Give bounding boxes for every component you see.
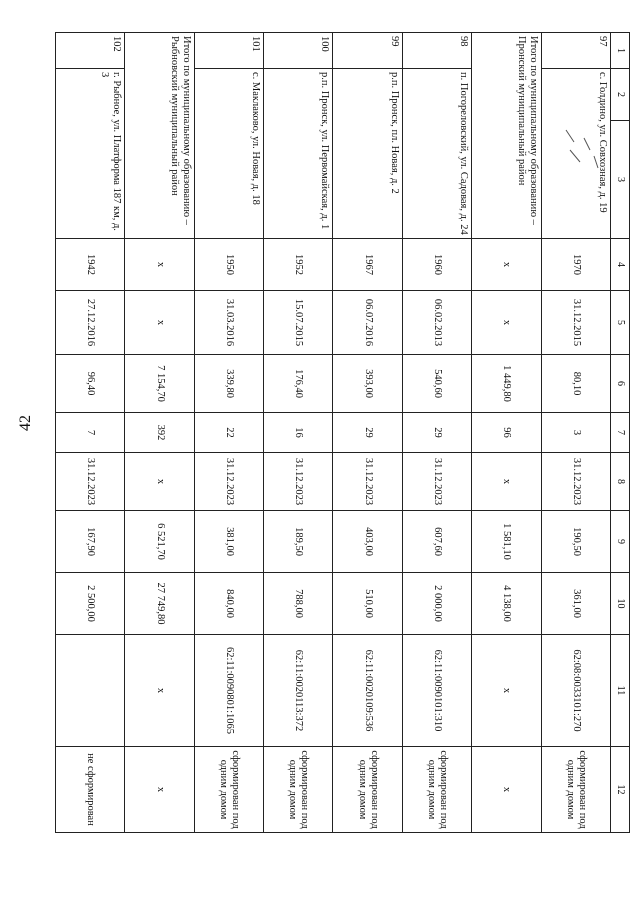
cadastral-cell: 62:08:0033101:270 [541, 635, 610, 747]
row-number: 101 [194, 33, 263, 69]
col-header: 2 [611, 69, 630, 121]
count-cell: 96 [472, 413, 541, 453]
total-label: Итого по муниципальному образованию – Рыбновский муниципальный район [125, 33, 194, 239]
cadastral-cell: 62:11:0020109:536 [333, 635, 402, 747]
address-cell: с. Маклаково, ул. Новая, д. 18 [194, 69, 263, 239]
date-cell: х [472, 291, 541, 355]
status-cell: х [472, 747, 541, 833]
col-header: 12 [611, 747, 630, 833]
deadline-cell: 31.12.2023 [194, 453, 263, 511]
address-cell: г. Рыбное, ул. Платформа 187 км, д. 3 [56, 69, 125, 239]
table-row [402, 33, 471, 833]
deadline-cell: х [125, 453, 194, 511]
status-cell: сформирован под одним домом [541, 747, 610, 833]
table-row [56, 33, 125, 833]
value-cell: 6 521,70 [125, 511, 194, 573]
year-cell: 1960 [402, 239, 471, 291]
col-header: 11 [611, 635, 630, 747]
date-cell: 27.12.2016 [56, 291, 125, 355]
col-header: 5 [611, 291, 630, 355]
count-cell: 29 [333, 413, 402, 453]
count-cell: 3 [541, 413, 610, 453]
deadline-cell: х [472, 453, 541, 511]
header-row [611, 33, 630, 833]
address-cell: р.п. Пронск, пл. Новая, д. 2 [333, 69, 402, 239]
cadastral-cell [56, 635, 125, 747]
address-cell: п. Погореловский, ул. Садовая, д. 24 [402, 69, 471, 239]
table-area [40, 32, 630, 832]
deadline-cell: 31.12.2023 [264, 453, 333, 511]
col-header: 10 [611, 573, 630, 635]
value-cell: 189,50 [264, 511, 333, 573]
year-cell: 1952 [264, 239, 333, 291]
status-cell: х [125, 747, 194, 833]
housing-table [55, 32, 630, 833]
value-cell: 788,00 [264, 573, 333, 635]
count-cell: 392 [125, 413, 194, 453]
value-cell: 607,60 [402, 511, 471, 573]
scan-mark-icon [560, 120, 610, 180]
table-row [333, 33, 402, 833]
area-cell: 7 154,70 [125, 355, 194, 413]
count-cell: 22 [194, 413, 263, 453]
status-cell: сформирован под одним домом [333, 747, 402, 833]
col-header: 6 [611, 355, 630, 413]
table-row [264, 33, 333, 833]
count-cell: 29 [402, 413, 471, 453]
area-cell: 80,10 [541, 355, 610, 413]
deadline-cell: 31.12.2023 [333, 453, 402, 511]
year-cell: 1950 [194, 239, 263, 291]
date-cell: 31.12.2015 [541, 291, 610, 355]
value-cell: 840,00 [194, 573, 263, 635]
total-label: Итого по муниципальному образованию – Пронский муниципальный район [472, 33, 541, 239]
row-number: 99 [333, 33, 402, 69]
value-cell: 167,90 [56, 511, 125, 573]
cadastral-cell: 62:11:0020113:372 [264, 635, 333, 747]
value-cell: 510,00 [333, 573, 402, 635]
value-cell: 27 749,80 [125, 573, 194, 635]
status-cell: сформирован под одним домом [194, 747, 263, 833]
cadastral-cell: х [472, 635, 541, 747]
count-cell: 16 [264, 413, 333, 453]
row-number: 97 [541, 33, 610, 69]
value-cell: 403,00 [333, 511, 402, 573]
col-header: 7 [611, 413, 630, 453]
year-cell: 1970 [541, 239, 610, 291]
area-cell: 1 449,80 [472, 355, 541, 413]
deadline-cell: 31.12.2023 [56, 453, 125, 511]
row-number: 102 [56, 33, 125, 69]
col-header: 3 [611, 121, 630, 239]
status-cell: не сформирован [56, 747, 125, 833]
value-cell: 381,00 [194, 511, 263, 573]
date-cell: 31.03.2016 [194, 291, 263, 355]
value-cell: 361,00 [541, 573, 610, 635]
address-cell: р.п. Пронск, ул. Первомайская, д. 1 [264, 69, 333, 239]
row-number: 98 [402, 33, 471, 69]
address-cell: с. Голдино, ул. Совхозная, д. 19 [541, 69, 610, 239]
date-cell: 06.02.2013 [402, 291, 471, 355]
deadline-cell: 31.12.2023 [541, 453, 610, 511]
date-cell: 15.07.2015 [264, 291, 333, 355]
page-number: 42 [17, 415, 34, 431]
value-cell: 4 138,00 [472, 573, 541, 635]
value-cell: 190,50 [541, 511, 610, 573]
cadastral-cell: 62:11:0090801:1065 [194, 635, 263, 747]
year-cell: х [472, 239, 541, 291]
year-cell: 1967 [333, 239, 402, 291]
value-cell: 1 581,10 [472, 511, 541, 573]
year-cell: х [125, 239, 194, 291]
col-header: 8 [611, 453, 630, 511]
value-cell: 2 500,00 [56, 573, 125, 635]
value-cell: 2 000,00 [402, 573, 471, 635]
status-cell: сформирован под одним домом [264, 747, 333, 833]
area-cell: 96,40 [56, 355, 125, 413]
area-cell: 540,60 [402, 355, 471, 413]
area-cell: 176,40 [264, 355, 333, 413]
year-cell: 1942 [56, 239, 125, 291]
cadastral-cell: х [125, 635, 194, 747]
area-cell: 339,80 [194, 355, 263, 413]
col-header: 1 [611, 33, 630, 69]
status-cell: сформирован под одним домом [402, 747, 471, 833]
col-header: 9 [611, 511, 630, 573]
total-row [125, 33, 194, 833]
date-cell: х [125, 291, 194, 355]
area-cell: 393,00 [333, 355, 402, 413]
deadline-cell: 31.12.2023 [402, 453, 471, 511]
row-number: 100 [264, 33, 333, 69]
cadastral-cell: 62:11:0090101:310 [402, 635, 471, 747]
total-row [472, 33, 541, 833]
col-header: 4 [611, 239, 630, 291]
count-cell: 7 [56, 413, 125, 453]
table-row [194, 33, 263, 833]
date-cell: 06.07.2016 [333, 291, 402, 355]
